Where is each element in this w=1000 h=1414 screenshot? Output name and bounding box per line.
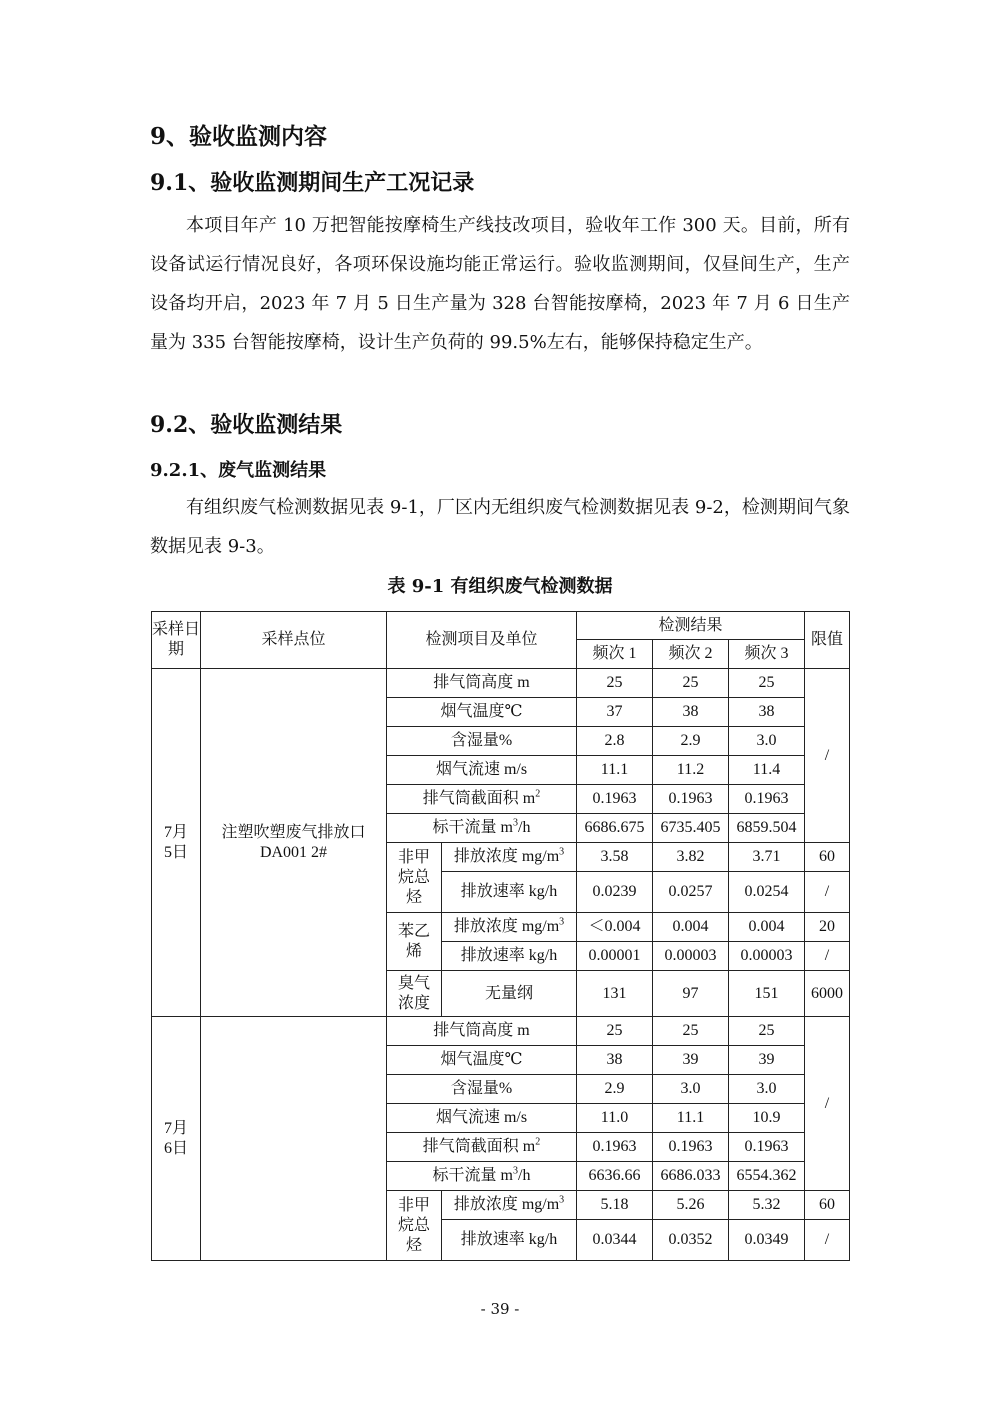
value-cell: 2.8 <box>577 727 653 756</box>
value-cell: 5.32 <box>729 1191 805 1220</box>
value-cell: 0.1963 <box>653 785 729 814</box>
value-cell: 0.004 <box>653 913 729 942</box>
limit-cell: 60 <box>805 1191 850 1220</box>
value-cell: 6554.362 <box>729 1162 805 1191</box>
limit-cell: / <box>805 872 850 913</box>
header-point: 采样点位 <box>201 612 387 669</box>
header-freq3: 频次 3 <box>729 640 805 669</box>
value-cell: 6636.66 <box>577 1162 653 1191</box>
value-cell: 0.00003 <box>729 942 805 971</box>
limit-cell: / <box>805 942 850 971</box>
value-cell: 25 <box>577 669 653 698</box>
point-cell-continued <box>201 1017 387 1261</box>
value-cell: ＜0.004 <box>577 913 653 942</box>
value-cell: 3.82 <box>653 843 729 872</box>
item-label: 烟气温度℃ <box>387 698 577 727</box>
value-cell: 37 <box>577 698 653 727</box>
value-cell: 0.0344 <box>577 1220 653 1261</box>
subsection-heading-9-1: 9.1、验收监测期间生产工况记录 <box>150 170 475 196</box>
section-heading: 9、验收监测内容 <box>150 123 328 150</box>
paragraph-production: 本项目年产 10 万把智能按摩椅生产线技改项目，验收年工作 300 天。目前，所有设备试运行情况良好，各项环保设施均能正常运行。验收监测期间，仅昼间生产，生产设备均开启，2023 年 7 月 5 日生产量为 328 台智能按摩椅，2023 年 7 月 6 日生产量为 335 台智能按摩椅，设计生产负荷的 99.5%左右，能够保持稳定生产。 <box>150 215 850 353</box>
value-cell: 5.18 <box>577 1191 653 1220</box>
value-cell: 3.71 <box>729 843 805 872</box>
point-cell: 注塑吹塑废气排放口 DA001 2# <box>201 669 387 1017</box>
value-cell: 0.00001 <box>577 942 653 971</box>
item-label: 排放浓度 $mg/m^3$ <box>442 1191 577 1220</box>
waste-gas-table <box>151 611 850 1261</box>
limit-cell: / <box>805 1220 850 1261</box>
value-cell: 25 <box>729 1017 805 1046</box>
value-cell: 11.1 <box>577 756 653 785</box>
header-results: 检测结果 <box>577 612 805 640</box>
value-cell: 6859.504 <box>729 814 805 843</box>
value-cell: 11.4 <box>729 756 805 785</box>
value-cell: 25 <box>577 1017 653 1046</box>
header-date: 采样日期 <box>152 612 201 669</box>
item-label: 排放速率 kg/h <box>442 872 577 913</box>
value-cell: 39 <box>653 1046 729 1075</box>
item-label: 无量纲 <box>442 971 577 1017</box>
item-label: 含湿量% <box>387 727 577 756</box>
value-cell: 3.0 <box>653 1075 729 1104</box>
limit-cell: / <box>805 1017 850 1191</box>
item-label: 排放速率 kg/h <box>442 942 577 971</box>
value-cell: 25 <box>729 669 805 698</box>
value-cell: 0.1963 <box>729 785 805 814</box>
value-cell: 0.0257 <box>653 872 729 913</box>
limit-cell: 20 <box>805 913 850 942</box>
value-cell: 38 <box>577 1046 653 1075</box>
value-cell: 3.0 <box>729 727 805 756</box>
value-cell: 38 <box>653 698 729 727</box>
value-cell: 3.58 <box>577 843 653 872</box>
value-cell: 151 <box>729 971 805 1017</box>
item-label: 排放浓度 $mg/m^3$ <box>442 913 577 942</box>
value-cell: 0.0254 <box>729 872 805 913</box>
pollutant-name: 臭气浓度 <box>387 971 442 1017</box>
value-cell: 3.0 <box>729 1075 805 1104</box>
value-cell: 0.1963 <box>577 1133 653 1162</box>
page-number: - 39 - <box>480 1300 520 1318</box>
item-label: 烟气流速 m/s <box>387 756 577 785</box>
item-label: 排气筒高度 m <box>387 1017 577 1046</box>
value-cell: 0.00003 <box>653 942 729 971</box>
value-cell: 0.1963 <box>653 1133 729 1162</box>
item-label: 烟气流速 m/s <box>387 1104 577 1133</box>
item-label: 排放浓度 $mg/m^3$ <box>442 843 577 872</box>
item-label: 含湿量% <box>387 1075 577 1104</box>
value-cell: 5.26 <box>653 1191 729 1220</box>
item-label: 排气筒高度 m <box>387 669 577 698</box>
header-freq2: 频次 2 <box>653 640 729 669</box>
item-label: 标干流量 $m^3/h$ <box>387 1162 577 1191</box>
value-cell: 25 <box>653 1017 729 1046</box>
value-cell: 2.9 <box>577 1075 653 1104</box>
item-label: 烟气温度℃ <box>387 1046 577 1075</box>
value-cell: 11.2 <box>653 756 729 785</box>
value-cell: 6735.405 <box>653 814 729 843</box>
item-label: 排气筒截面积 $m^2$ <box>387 1133 577 1162</box>
value-cell: 0.004 <box>729 913 805 942</box>
limit-cell: / <box>805 669 850 843</box>
paragraph-waste-gas: 有组织废气检测数据见表 9-1，厂区内无组织废气检测数据见表 9-2，检测期间气象数据见表 9-3。 <box>150 497 850 557</box>
table-row <box>152 1017 850 1046</box>
date-cell-day1: 7月5日 <box>152 669 201 1017</box>
limit-cell: 60 <box>805 843 850 872</box>
value-cell: 0.1963 <box>577 785 653 814</box>
value-cell: 6686.675 <box>577 814 653 843</box>
value-cell: 97 <box>653 971 729 1017</box>
value-cell: 25 <box>653 669 729 698</box>
header-row-1 <box>152 612 850 640</box>
value-cell: 0.0349 <box>729 1220 805 1261</box>
item-label: 排放速率 kg/h <box>442 1220 577 1261</box>
value-cell: 10.9 <box>729 1104 805 1133</box>
value-cell: 11.0 <box>577 1104 653 1133</box>
value-cell: 0.0239 <box>577 872 653 913</box>
date-cell-day2: 7月6日 <box>152 1017 201 1261</box>
value-cell: 11.1 <box>653 1104 729 1133</box>
value-cell: 39 <box>729 1046 805 1075</box>
value-cell: 131 <box>577 971 653 1017</box>
pollutant-name: 非甲烷总烃 <box>387 843 442 913</box>
header-item: 检测项目及单位 <box>387 612 577 669</box>
value-cell: 0.1963 <box>729 1133 805 1162</box>
item-label: 标干流量 $m^3/h$ <box>387 814 577 843</box>
header-limit: 限值 <box>805 612 850 669</box>
pollutant-name: 非甲烷总烃 <box>387 1191 442 1261</box>
table-caption: 表 9-1 有组织废气检测数据 <box>387 576 613 597</box>
subsection-heading-9-2: 9.2、验收监测结果 <box>150 412 343 438</box>
header-freq1: 频次 1 <box>577 640 653 669</box>
value-cell: 2.9 <box>653 727 729 756</box>
limit-cell: 6000 <box>805 971 850 1017</box>
value-cell: 0.0352 <box>653 1220 729 1261</box>
subsubsection-heading-9-2-1: 9.2.1、废气监测结果 <box>150 460 327 481</box>
pollutant-name: 苯乙烯 <box>387 913 442 971</box>
item-label: 排气筒截面积 $m^2$ <box>387 785 577 814</box>
value-cell: 38 <box>729 698 805 727</box>
table-row <box>152 669 850 698</box>
value-cell: 6686.033 <box>653 1162 729 1191</box>
